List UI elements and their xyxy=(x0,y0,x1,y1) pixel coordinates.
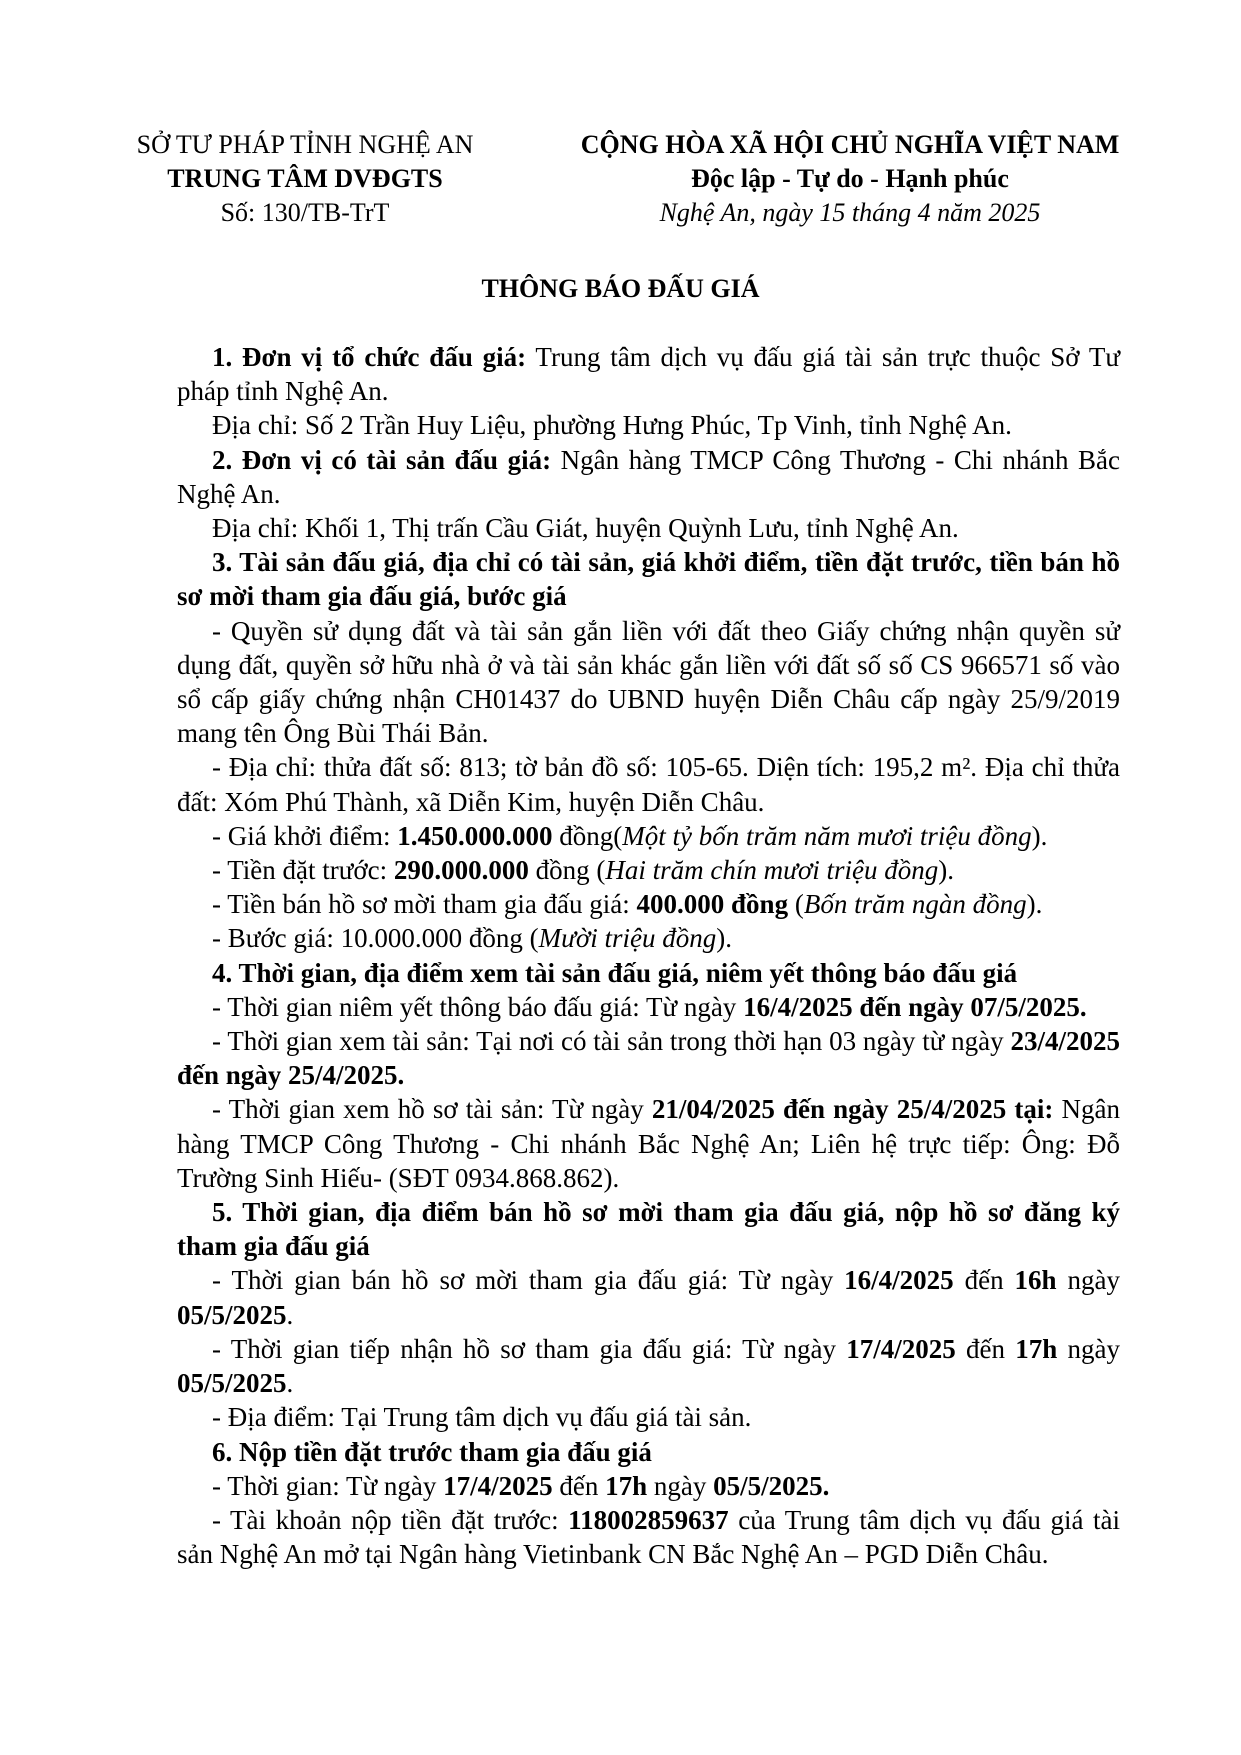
starting-price-end: ). xyxy=(1031,820,1048,851)
starting-price-value: 1.450.000.000 xyxy=(397,820,553,851)
dossier-place: - Địa điểm: Tại Trung tâm dịch vụ đấu giá tài sản. xyxy=(212,1402,752,1433)
issuer-department: SỞ TƯ PHÁP TỈNH NGHỆ AN xyxy=(136,130,474,159)
starting-price-label: - Giá khởi điểm: xyxy=(212,820,398,851)
sale-label: - Thời gian bán hồ sơ mời tham gia đấu giá: Từ ngày xyxy=(212,1265,845,1296)
dossier-fee-label: - Tiền bán hồ sơ mời tham gia đấu giá: xyxy=(212,889,637,920)
national-header xyxy=(530,128,1170,230)
national-title: CỘNG HÒA XÃ HỘI CHỦ NGHĨA VIỆT NAM xyxy=(580,130,1120,159)
receipt-hour: 17h xyxy=(1015,1333,1058,1364)
deposit-time xyxy=(177,1469,1120,1503)
section-1 xyxy=(177,340,1120,408)
viewing-period xyxy=(177,1024,1120,1092)
deposit xyxy=(177,853,1120,887)
document-viewing-value: 21/04/2025 đến ngày 25/4/2025 tại: xyxy=(651,1094,1054,1125)
deposit-account xyxy=(177,1503,1120,1571)
section-2-text: Ngân hàng TMCP Công Thương - Chi nhánh Bắc Nghệ An. xyxy=(177,444,1120,509)
deposit-unit: đồng ( xyxy=(528,855,606,886)
posting-period-value: 16/4/2025 đến ngày 07/5/2025. xyxy=(743,991,1087,1022)
sale-from: 16/4/2025 xyxy=(844,1265,954,1296)
national-motto: Độc lập - Tự do - Hạnh phúc xyxy=(691,164,1009,193)
deposit-time-mid: đến xyxy=(552,1470,606,1501)
asset-location: - Địa chỉ: thửa đất số: 813; tờ bản đồ số: 105-65. Diện tích: 195,2 m². Địa chỉ thửa đất: Xóm Phú Thành, xã Diễn Kim, huyện Diễn Châu. xyxy=(177,752,1120,817)
receipt-mid: đến xyxy=(955,1333,1016,1364)
deposit-time-from: 17/4/2025 xyxy=(443,1470,553,1501)
receipt-to: 05/5/2025 xyxy=(177,1368,287,1399)
deposit-value: 290.000.000 xyxy=(393,855,529,886)
issuer-center: TRUNG TÂM DVĐGTS xyxy=(167,164,443,193)
deposit-time-label: - Thời gian: Từ ngày xyxy=(212,1470,444,1501)
section-4-heading: 4. Thời gian, địa điểm xem tài sản đấu giá, niêm yết thông báo đấu giá xyxy=(212,957,1018,988)
dossier-sale-period xyxy=(177,1263,1120,1331)
section-2-address: Địa chỉ: Khối 1, Thị trấn Cầu Giát, huyện Quỳnh Lưu, tỉnh Nghệ An. xyxy=(212,513,959,544)
sale-to: 05/5/2025 xyxy=(177,1299,287,1330)
document-number: Số: 130/TB-TrT xyxy=(220,198,390,227)
section-5-heading: 5. Thời gian, địa điểm bán hồ sơ mời tham gia đấu giá, nộp hồ sơ đăng ký tham gia đấu giá xyxy=(177,1197,1120,1262)
posting-period xyxy=(177,990,1120,1024)
bid-step-end: ). xyxy=(716,923,732,954)
starting-price-unit: đồng( xyxy=(552,820,623,851)
section-2 xyxy=(177,443,1120,511)
document-title: THÔNG BÁO ĐẤU GIÁ xyxy=(481,274,760,303)
dossier-receipt-period xyxy=(177,1332,1120,1400)
deposit-time-to: 05/5/2025. xyxy=(713,1470,830,1501)
starting-price-words: Một tỷ bốn trăm năm mươi triệu đồng xyxy=(622,820,1032,851)
bid-step xyxy=(177,921,1120,955)
receipt-day: ngày xyxy=(1057,1333,1121,1364)
viewing-period-label: - Thời gian xem tài sản: Tại nơi có tài sản trong thời hạn 03 ngày từ ngày xyxy=(212,1026,1011,1057)
receipt-end: . xyxy=(286,1368,294,1399)
sale-day: ngày xyxy=(1056,1265,1120,1296)
document-viewing-label: - Thời gian xem hồ sơ tài sản: Từ ngày xyxy=(212,1094,652,1125)
document-viewing xyxy=(177,1092,1120,1195)
dossier-fee-words: Bốn trăm ngàn đồng xyxy=(803,889,1027,920)
dossier-fee-value: 400.000 đồng xyxy=(636,889,789,920)
section-6-heading: 6. Nộp tiền đặt trước tham gia đấu giá xyxy=(212,1436,652,1467)
section-2-heading: 2. Đơn vị có tài sản đấu giá: xyxy=(212,444,552,475)
deposit-time-hour: 17h xyxy=(605,1470,648,1501)
sale-mid: đến xyxy=(953,1265,1015,1296)
bid-step-label: - Bước giá: 10.000.000 đồng ( xyxy=(212,923,539,954)
dossier-fee xyxy=(177,887,1120,921)
dossier-fee-open: ( xyxy=(788,889,804,920)
deposit-label: - Tiền đặt trước: xyxy=(212,855,394,886)
sale-end: . xyxy=(286,1299,294,1330)
document-body xyxy=(177,340,1120,1571)
asset-description: - Quyền sử dụng đất và tài sản gắn liền với đất theo Giấy chứng nhận quyền sử dụng đất, quyền sở hữu nhà ở và tài sản khác gắn liền với đất số số CS 966571 số vào sổ cấp giấy chứng nhận CH01437 do UBND huyện Diễn Châu cấp ngày 25/9/2019 mang tên Ông Bùi Thái Bản. xyxy=(177,615,1120,749)
deposit-account-label: - Tài khoản nộp tiền đặt trước: xyxy=(212,1504,569,1535)
document-viewing-text: Ngân hàng TMCP Công Thương - Chi nhánh Bắc Nghệ An; Liên hệ trực tiếp: Ông: Đỗ Trường Sinh Hiếu- (SĐT 0934.868.862). xyxy=(177,1094,1120,1193)
deposit-account-text: của Trung tâm dịch vụ đấu giá tài sản Nghệ An mở tại Ngân hàng Vietinbank CN Bắc Nghệ An – PGD Diễn Châu. xyxy=(177,1504,1120,1570)
receipt-label: - Thời gian tiếp nhận hồ sơ tham gia đấu giá: Từ ngày xyxy=(212,1333,847,1364)
section-3-heading: 3. Tài sản đấu giá, địa chỉ có tài sản, giá khởi điểm, tiền đặt trước, tiền bán hồ sơ mời tham gia đấu giá, bước giá xyxy=(177,547,1120,612)
deposit-account-number: 118002859637 xyxy=(568,1504,729,1535)
viewing-period-value: 23/4/2025 đến ngày 25/4/2025. xyxy=(177,1026,1120,1091)
deposit-time-day: ngày xyxy=(647,1470,714,1501)
deposit-end: ). xyxy=(938,855,955,886)
section-1-address: Địa chỉ: Số 2 Trần Huy Liệu, phường Hưng Phúc, Tp Vinh, tỉnh Nghệ An. xyxy=(212,410,1012,441)
posting-period-label: - Thời gian niêm yết thông báo đấu giá: Từ ngày xyxy=(212,991,744,1022)
issuer-block xyxy=(100,128,510,230)
place-and-date: Nghệ An, ngày 15 tháng 4 năm 2025 xyxy=(659,198,1041,227)
dossier-fee-end: ). xyxy=(1026,889,1043,920)
section-1-text: Trung tâm dịch vụ đấu giá tài sản trực thuộc Sở Tư pháp tỉnh Nghệ An. xyxy=(177,342,1121,407)
bid-step-words: Mười triệu đồng xyxy=(538,923,717,954)
section-1-heading: 1. Đơn vị tổ chức đấu giá: xyxy=(212,342,527,372)
sale-hour: 16h xyxy=(1014,1265,1057,1296)
receipt-from: 17/4/2025 xyxy=(846,1333,956,1364)
starting-price xyxy=(177,819,1120,853)
deposit-words: Hai trăm chín mươi triệu đồng xyxy=(605,855,939,886)
